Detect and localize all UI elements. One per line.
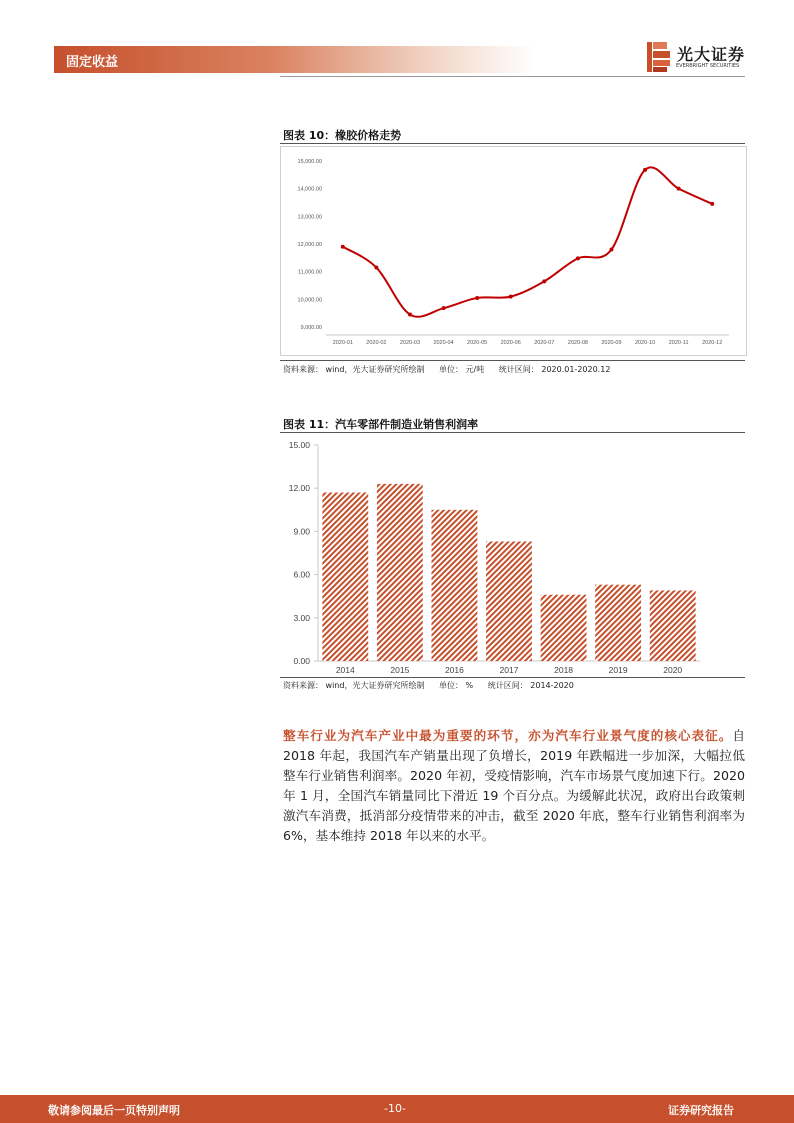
- figure10-source: [283, 364, 622, 375]
- y-tick-label: 15,000.00: [297, 159, 322, 165]
- y-tick-label: 14,000.00: [297, 186, 322, 193]
- company-logo: [643, 40, 753, 74]
- data-point: [609, 248, 613, 252]
- bar-2014: [322, 493, 368, 661]
- x-tick-label: 2017: [499, 665, 519, 675]
- page-number: -10-: [384, 1102, 406, 1115]
- x-tick-label: 2020-11: [668, 340, 689, 346]
- figure11-bottom-rule: [280, 677, 745, 678]
- x-tick-label: 2014: [335, 665, 355, 675]
- figure11-source-unit: 单位： %: [439, 681, 474, 690]
- y-tick-label: 0.00: [293, 656, 310, 666]
- profit-margin-bar-chart: [280, 435, 745, 675]
- y-tick-label: 12,000.00: [297, 242, 322, 248]
- x-tick-label: 2020-02: [366, 340, 387, 346]
- y-tick-label: 6.00: [293, 569, 310, 580]
- everbright-logo-icon: [643, 40, 673, 74]
- x-tick-label: 2020-03: [399, 340, 421, 346]
- figure10-chart-box: [280, 146, 747, 356]
- data-point: [509, 295, 513, 299]
- header-band: [54, 46, 534, 73]
- y-tick-label: 12.00: [288, 483, 310, 494]
- x-tick-label: 2020-10: [634, 340, 656, 346]
- x-tick-label: 2020-01: [332, 340, 353, 346]
- bar-2020: [650, 590, 696, 661]
- figure10-source-unit: 单位： 元/吨: [439, 365, 485, 374]
- figure11-chart-box: [280, 435, 745, 675]
- y-tick-label: 3.00: [293, 612, 310, 623]
- bar-2015: [377, 484, 423, 661]
- bar-2017: [486, 541, 532, 661]
- data-point: [576, 256, 580, 260]
- figure11-title: 图表 11：汽车零部件制造业销售利润率: [283, 418, 479, 431]
- logo-text-cn: 光大证券: [677, 45, 746, 64]
- data-point: [475, 296, 479, 300]
- figure11-top-rule: [280, 432, 745, 433]
- figure10-title: 图表 10：橡胶价格走势: [283, 129, 402, 142]
- x-tick-label: 2020-09: [601, 340, 622, 346]
- figure11-source: [283, 680, 586, 691]
- data-point: [374, 266, 378, 270]
- bar-2019: [595, 585, 641, 661]
- x-tick-label: 2020-07: [534, 340, 555, 346]
- section-label: 固定收益: [66, 55, 119, 70]
- x-tick-label: 2020-08: [567, 340, 588, 346]
- rubber-price-line-chart: [281, 147, 746, 355]
- bar-2016: [432, 510, 478, 661]
- x-tick-label: 2015: [390, 665, 410, 675]
- data-point: [677, 187, 681, 191]
- logo-text-en: EVERBRIGHT SECURITIES: [676, 63, 740, 69]
- y-tick-label: 13,000.00: [297, 214, 322, 221]
- figure10-top-rule: [280, 143, 745, 144]
- figure10-bottom-rule: [280, 360, 745, 361]
- figure10-source-range: 统计区间： 2020.01-2020.12: [498, 365, 611, 374]
- y-tick-label: 9.00: [293, 526, 310, 537]
- y-tick-label: 15.00: [288, 440, 310, 450]
- data-point: [643, 168, 647, 172]
- bar-2018: [541, 595, 587, 661]
- y-tick-label: 10,000.00: [297, 297, 322, 304]
- paragraph-highlight: 整车行业为汽车产业中最为重要的环节，亦为汽车行业景气度的核心表征。: [283, 728, 733, 743]
- x-tick-label: 2020-05: [467, 340, 488, 346]
- x-tick-label: 2018: [554, 665, 574, 675]
- x-tick-label: 2019: [608, 665, 628, 675]
- figure10-source-origin: 资料来源： wind，光大证券研究所绘制: [283, 365, 425, 374]
- x-tick-label: 2020-06: [500, 340, 521, 346]
- data-point: [542, 279, 546, 283]
- footer-disclaimer: 敬请参阅最后一页特别声明: [48, 1104, 180, 1117]
- rubber-price-series-line: [343, 167, 712, 316]
- data-point: [408, 313, 412, 317]
- paragraph-body: 自 2018 年起，我国汽车产销量出现了负增长，2019 年跌幅进一步加深，大幅拉低整车行业销售利润率。2020 年初，受疫情影响，汽车市场景气度加速下行。2020 年 1 月，全国汽车销量同比下滑近 19 个百分点。为缓解此状况，政府出台政策刺激汽车消费，抵消部分疫情带来的冲击，截至 2020 年底，整车行业销售利润率为 6%，基本维持 2018 年以来的水平。: [283, 728, 745, 843]
- footer-report-type: 证券研究报告: [668, 1104, 734, 1117]
- y-tick-label: 11,000.00: [297, 269, 322, 276]
- figure11-source-origin: 资料来源： wind，光大证券研究所绘制: [283, 681, 425, 690]
- data-point: [710, 202, 714, 206]
- data-point: [341, 245, 345, 249]
- x-tick-label: 2016: [444, 665, 464, 675]
- figure11-source-range: 统计区间： 2014-2020: [487, 681, 574, 690]
- y-tick-label: 9,000.00: [300, 325, 322, 331]
- body-paragraph: [283, 726, 745, 846]
- x-tick-label: 2020: [663, 665, 683, 675]
- header-divider: [280, 76, 745, 77]
- x-tick-label: 2020-04: [433, 340, 454, 346]
- data-point: [442, 306, 446, 310]
- x-tick-label: 2020-12: [702, 340, 723, 346]
